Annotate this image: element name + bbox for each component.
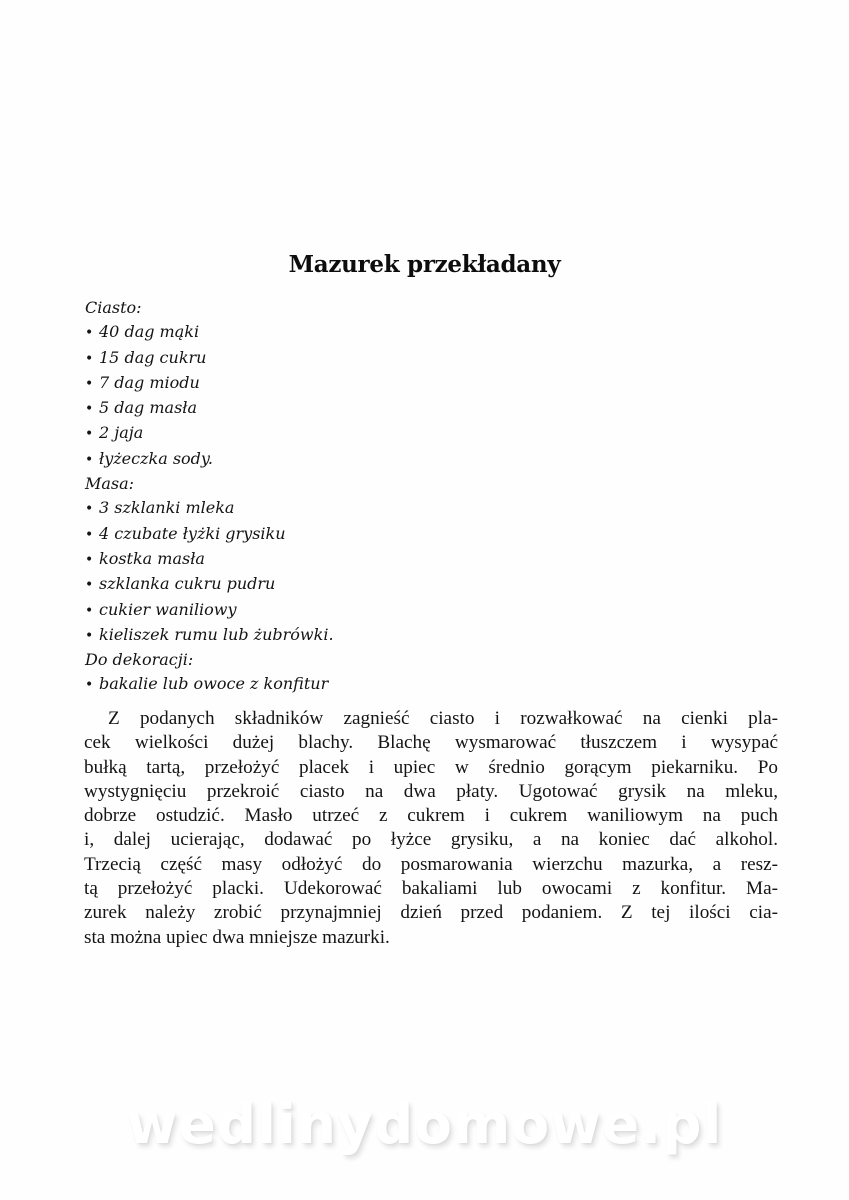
method-line: cek wielkości dużej blachy. Blachę wysmarować tłuszczem i wysypać xyxy=(84,732,778,754)
bullet-icon: • xyxy=(85,577,94,594)
ingredient-item xyxy=(85,421,334,446)
method-line: zurek należy zrobić przynajmniej dzień przed podaniem. Z tej ilości cia- xyxy=(84,902,778,924)
ingredient-text: 15 dag cukru xyxy=(99,347,207,367)
method-line: tą przełożyć placki. Udekorować bakaliami lub owocami z konfitur. Ma- xyxy=(84,878,778,900)
ingredient-text: 3 szklanki mleka xyxy=(99,498,235,518)
ingredient-item xyxy=(85,547,334,572)
ingredient-text: 4 czubate łyżki grysiku xyxy=(99,523,286,543)
bullet-icon: • xyxy=(85,375,94,392)
ingredient-section-ciasto xyxy=(85,296,334,472)
ingredient-item xyxy=(85,672,334,697)
ingredient-item xyxy=(85,598,334,623)
bullet-icon: • xyxy=(85,602,94,619)
bullet-icon: • xyxy=(85,551,94,568)
ingredient-item xyxy=(85,346,334,371)
watermark: wedlinydomowe.pl xyxy=(126,1092,723,1156)
recipe-title: Mazurek przekładany xyxy=(288,251,561,278)
method-line: Z podanych składników zagnieść ciasto i rozwałkować na cienki pla- xyxy=(108,708,778,729)
ingredient-section-masa xyxy=(85,472,334,648)
ingredient-text: łyżeczka sody. xyxy=(99,448,213,468)
ingredient-text: kostka masła xyxy=(99,548,205,568)
ingredient-item xyxy=(85,522,334,547)
ingredient-item xyxy=(85,320,334,345)
ingredient-item xyxy=(85,396,334,421)
section-heading: Ciasto: xyxy=(85,298,142,317)
ingredient-text: szklanka cukru pudru xyxy=(99,574,276,594)
ingredient-section-dekoracja xyxy=(85,648,334,698)
method-line: sta można upiec dwa mniejsze mazurki. xyxy=(84,926,390,948)
bullet-icon: • xyxy=(85,677,94,694)
ingredient-item xyxy=(85,572,334,597)
bullet-icon: • xyxy=(85,526,94,543)
ingredient-text: 40 dag mąki xyxy=(99,322,200,342)
method-line: bułką tartą, przełożyć placek i upiec w średnio gorącym piekarniku. Po xyxy=(84,756,778,778)
method-paragraph xyxy=(84,707,778,950)
ingredient-text: bakalie lub owoce z konfitur xyxy=(99,674,329,694)
bullet-icon: • xyxy=(85,426,94,443)
bullet-icon: • xyxy=(85,627,94,644)
ingredient-text: cukier waniliowy xyxy=(99,599,237,619)
ingredients-list xyxy=(85,296,334,698)
section-heading: Masa: xyxy=(85,474,135,494)
ingredient-text: kieliszek rumu lub żubrówki. xyxy=(99,624,334,644)
bullet-icon: • xyxy=(85,401,94,418)
ingredient-item xyxy=(85,623,334,648)
bullet-icon: • xyxy=(85,325,94,342)
method-line: Trzecią część masy odłożyć do posmarowania wierzchu mazurka, a resz- xyxy=(84,853,778,875)
method-line: wystygnięciu przekroić ciasto na dwa płaty. Ugotować grysik na mleku, xyxy=(84,780,778,802)
ingredient-item xyxy=(85,371,334,396)
ingredient-text: 7 dag miodu xyxy=(99,372,200,392)
bullet-icon: • xyxy=(85,501,94,518)
method-line: dobrze ostudzić. Masło utrzeć z cukrem i cukrem waniliowym na puch xyxy=(84,805,778,827)
bullet-icon: • xyxy=(85,451,94,468)
ingredient-text: 2 jaja xyxy=(99,423,144,443)
ingredient-text: 5 dag masła xyxy=(99,398,198,418)
section-heading: Do dekoracji: xyxy=(85,650,194,670)
method-line: i, dalej ucierając, dodawać po łyżce grysiku, a na koniec dać alkohol. xyxy=(84,829,778,851)
bullet-icon: • xyxy=(85,350,94,367)
ingredient-item xyxy=(85,447,334,472)
ingredient-item xyxy=(85,496,334,521)
